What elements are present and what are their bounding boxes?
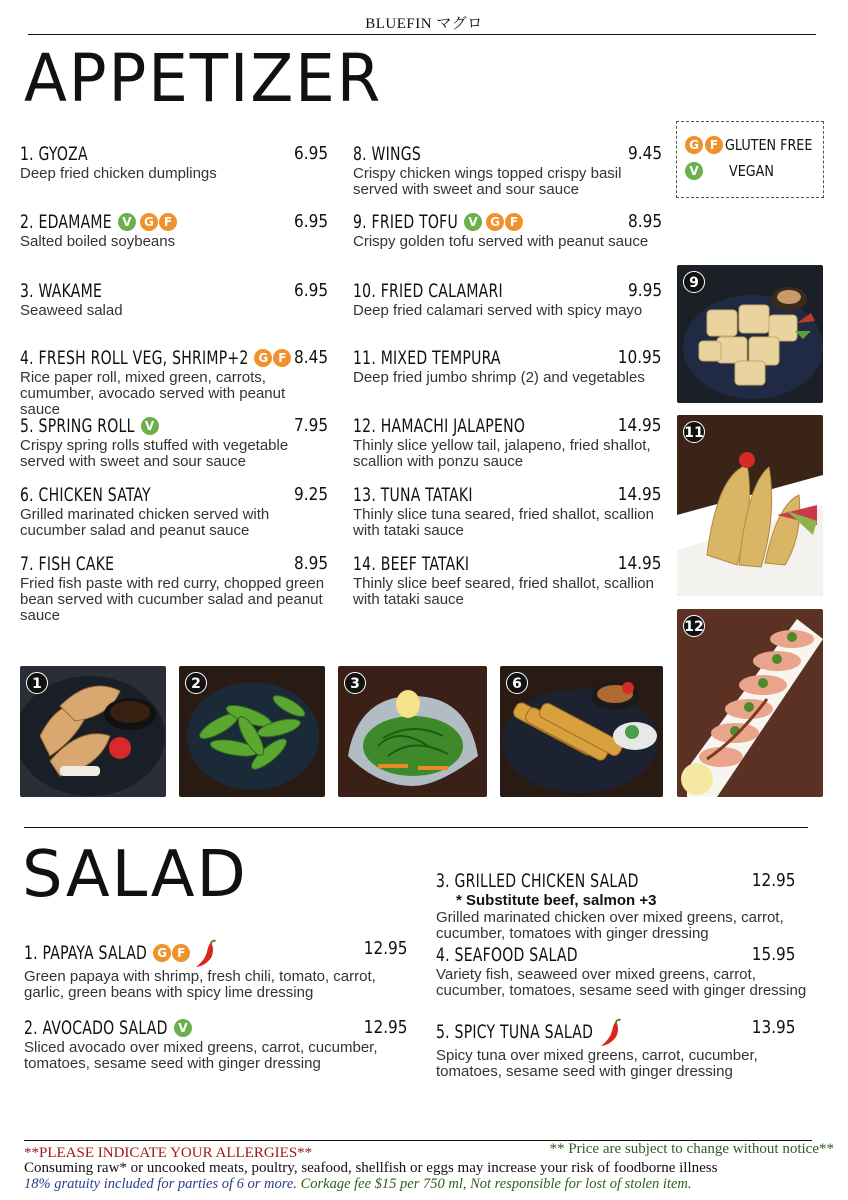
- photo-mixed-tempura: [677, 415, 823, 596]
- menu-item-name: 11. MIXED TEMPURA: [353, 347, 501, 369]
- menu-item: [353, 280, 662, 319]
- photo-fried-tofu: [677, 265, 823, 403]
- menu-item-header: [436, 1017, 796, 1047]
- spicy-chili-icon: [598, 1017, 624, 1047]
- menu-item-description: Crispy chicken wings topped crispy basil served with sweet and sour sauce: [353, 165, 622, 198]
- vegan-icon: V: [464, 213, 482, 231]
- photo-number-badge: 12: [683, 615, 705, 637]
- menu-item-name: 4. FRESH ROLL VEG, SHRIMP+2: [20, 347, 249, 369]
- menu-item-price: 13.95: [752, 1017, 796, 1038]
- vegan-icon: V: [685, 162, 703, 180]
- menu-item: [20, 280, 328, 319]
- menu-item: [20, 211, 328, 250]
- menu-item-header: [353, 484, 662, 506]
- legend-gluten-free: [685, 132, 815, 158]
- menu-item-header: [20, 484, 328, 506]
- menu-item-price: 15.95: [752, 944, 796, 965]
- policy-notice: [24, 1176, 824, 1193]
- menu-item-header: [24, 1017, 408, 1039]
- menu-item-price: 6.95: [293, 211, 328, 232]
- menu-item-price: 8.95: [293, 553, 328, 574]
- menu-item-description: Seaweed salad: [20, 302, 123, 319]
- menu-item-header: [20, 553, 328, 575]
- vegan-icon: V: [118, 213, 136, 231]
- menu-item: [353, 484, 662, 539]
- photo-hamachi-jalapeno: [677, 609, 823, 797]
- hamachi-jalapeno-image: [677, 609, 823, 797]
- menu-item-description: Thinly slice yellow tail, jalapeno, fried shallot, scallion with ponzu sauce: [353, 437, 651, 470]
- menu-item-price: 10.95: [618, 347, 662, 368]
- menu-item-price: 9.45: [627, 143, 662, 164]
- photo-edamame: [179, 666, 325, 797]
- menu-item: [353, 347, 662, 386]
- salad-title: SALAD: [22, 838, 248, 912]
- brand-header: BLUEFIN マグロ: [365, 16, 483, 32]
- menu-item-description: Deep fried calamari served with spicy mayo: [353, 302, 643, 319]
- section-divider: [24, 827, 808, 828]
- photo-number-badge: 1: [26, 672, 48, 694]
- menu-item-header: [436, 944, 796, 966]
- photo-number-badge: 11: [683, 421, 705, 443]
- menu-item-name: 14. BEEF TATAKI: [353, 553, 470, 575]
- photo-number-badge: 6: [506, 672, 528, 694]
- gluten-free-icon: F: [505, 213, 523, 231]
- menu-item-name: 13. TUNA TATAKI: [353, 484, 473, 506]
- menu-item-header: [353, 143, 662, 165]
- menu-item-description: Deep fried jumbo shrimp (2) and vegetables: [353, 369, 645, 386]
- menu-item-price: 12.95: [364, 938, 408, 959]
- menu-item-header: [20, 211, 328, 233]
- menu-item-description: Fried fish paste with red curry, chopped green bean served with cucumber salad and peanut sauce: [20, 575, 325, 624]
- gluten-free-icon: G: [254, 349, 272, 367]
- menu-item: [353, 143, 662, 198]
- menu-item: [20, 347, 328, 418]
- diet-legend: [676, 121, 824, 198]
- menu-item-name: 3. GRILLED CHICKEN SALAD: [436, 870, 639, 892]
- menu-item: [24, 1017, 408, 1072]
- menu-item-description: Grilled marinated chicken over mixed greens, carrot, cucumber, tomatoes with ginger dressing: [436, 909, 784, 942]
- menu-item-price: 14.95: [618, 484, 662, 505]
- menu-item-header: [353, 280, 662, 302]
- gluten-free-icon: G: [685, 136, 703, 154]
- gluten-free-icon: F: [159, 213, 177, 231]
- legend-vegan: [685, 158, 815, 184]
- menu-item-description: Green papaya with shrimp, fresh chili, tomato, carrot, garlic, green beans with spicy lime dressing: [24, 968, 376, 1001]
- menu-item-name: 10. FRIED CALAMARI: [353, 280, 503, 302]
- menu-item-header: [353, 553, 662, 575]
- header-rule: [28, 34, 816, 35]
- photo-number-badge: 3: [344, 672, 366, 694]
- menu-item-price: 12.95: [752, 870, 796, 891]
- menu-item: [353, 211, 662, 250]
- gluten-free-icon: F: [273, 349, 291, 367]
- menu-item-price: 6.95: [293, 280, 328, 301]
- gratuity-notice: 18% gratuity included for parties of 6 or more.: [24, 1176, 297, 1192]
- menu-item-description: Thinly slice beef seared, fried shallot, scallion with tataki sauce: [353, 575, 654, 608]
- allergy-notice: **PLEASE INDICATE YOUR ALLERGIES**: [24, 1145, 313, 1161]
- menu-item-description: Thinly slice tuna seared, fried shallot, scallion with tataki sauce: [353, 506, 654, 539]
- gluten-free-icon: G: [153, 944, 171, 962]
- menu-item: [20, 143, 328, 182]
- menu-item: [353, 553, 662, 608]
- menu-item-price: 9.95: [627, 280, 662, 301]
- menu-item-name: 9. FRIED TOFU: [353, 211, 458, 233]
- menu-item-header: [353, 347, 662, 369]
- menu-item-header: [436, 870, 796, 892]
- menu-item-name: 3. WAKAME: [20, 280, 103, 302]
- menu-item-header: [353, 415, 662, 437]
- vegan-icon: V: [174, 1019, 192, 1037]
- menu-item-header: [20, 280, 328, 302]
- menu-item: [20, 553, 328, 624]
- menu-item-price: 8.45: [293, 347, 328, 368]
- spicy-chili-icon: [193, 938, 219, 968]
- photo-gyoza: [20, 666, 166, 797]
- menu-item-price: 9.25: [293, 484, 328, 505]
- menu-item-name: 12. HAMACHI JALAPENO: [353, 415, 526, 437]
- vegan-icon: V: [141, 417, 159, 435]
- menu-item: [436, 870, 796, 942]
- menu-item-name: 6. CHICKEN SATAY: [20, 484, 151, 506]
- menu-item-description: Crispy golden tofu served with peanut sauce: [353, 233, 649, 250]
- menu-item-description: Salted boiled soybeans: [20, 233, 176, 250]
- menu-item: [24, 938, 408, 1001]
- menu-item-description: Crispy spring rolls stuffed with vegetable served with sweet and sour sauce: [20, 437, 289, 470]
- photo-number-badge: 2: [185, 672, 207, 694]
- menu-item: [353, 415, 662, 470]
- menu-item-header: [353, 211, 662, 233]
- menu-item-description: Deep fried chicken dumplings: [20, 165, 217, 182]
- menu-item-substitution: * Substitute beef, salmon +3: [456, 892, 657, 909]
- menu-item-name: 1. GYOZA: [20, 143, 88, 165]
- menu-item-name: 5. SPICY TUNA SALAD: [436, 1021, 594, 1043]
- menu-item-price: 7.95: [293, 415, 328, 436]
- gluten-free-icon: G: [486, 213, 504, 231]
- menu-item: [20, 415, 328, 470]
- menu-item-description: Rice paper roll, mixed green, carrots, cumumber, avocado served with peanut sauce: [20, 369, 286, 418]
- corkage-notice: Corkage fee $15 per 750 ml, Not responsible for lost of stolen item.: [300, 1176, 692, 1192]
- menu-item-header: [20, 415, 328, 437]
- menu-item-header: [20, 143, 328, 165]
- consumer-warning: Consuming raw* or uncooked meats, poultry, seafood, shellfish or eggs may increase your risk of foodborne illness: [24, 1160, 718, 1176]
- menu-item-price: 12.95: [364, 1017, 408, 1038]
- gluten-free-icon: F: [172, 944, 190, 962]
- menu-item: [436, 1017, 796, 1080]
- menu-item-description: Grilled marinated chicken served with cucumber salad and peanut sauce: [20, 506, 270, 539]
- menu-item-name: 4. SEAFOOD SALAD: [436, 944, 578, 966]
- menu-item-name: 8. WINGS: [353, 143, 422, 165]
- menu-item-price: 14.95: [618, 553, 662, 574]
- photo-chicken-satay: [500, 666, 663, 797]
- menu-item-name: 2. AVOCADO SALAD: [24, 1017, 168, 1039]
- photo-wakame: [338, 666, 487, 797]
- menu-item-price: 8.95: [627, 211, 662, 232]
- legend-gluten-free-label: GLUTEN FREE: [725, 136, 813, 154]
- menu-item: [20, 484, 328, 539]
- menu-item-name: 2. EDAMAME: [20, 211, 112, 233]
- menu-item-description: Spicy tuna over mixed greens, carrot, cucumber, tomatoes, sesame seed with ginger dressing: [436, 1047, 758, 1080]
- menu-item-name: 1. PAPAYA SALAD: [24, 942, 148, 964]
- gluten-free-icon: G: [140, 213, 158, 231]
- appetizer-title: APPETIZER: [24, 40, 383, 117]
- menu-item-description: Variety fish, seaweed over mixed greens, carrot, cucumber, tomatoes, sesame seed with ginger dressing: [436, 966, 807, 999]
- photo-number-badge: 9: [683, 271, 705, 293]
- menu-item-name: 5. SPRING ROLL: [20, 415, 135, 437]
- menu-item: [436, 944, 807, 999]
- menu-item-description: Sliced avocado over mixed greens, carrot, cucumber, tomatoes, sesame seed with ginger dressing: [24, 1039, 378, 1072]
- legend-vegan-label: VEGAN: [729, 162, 774, 180]
- menu-item-price: 14.95: [618, 415, 662, 436]
- gluten-free-icon: F: [705, 136, 723, 154]
- menu-item-price: 6.95: [293, 143, 328, 164]
- menu-item-header: [20, 347, 328, 369]
- menu-item-header: [24, 938, 408, 968]
- price-change-notice: ** Price are subject to change without notice**: [549, 1141, 834, 1157]
- menu-item-name: 7. FISH CAKE: [20, 553, 115, 575]
